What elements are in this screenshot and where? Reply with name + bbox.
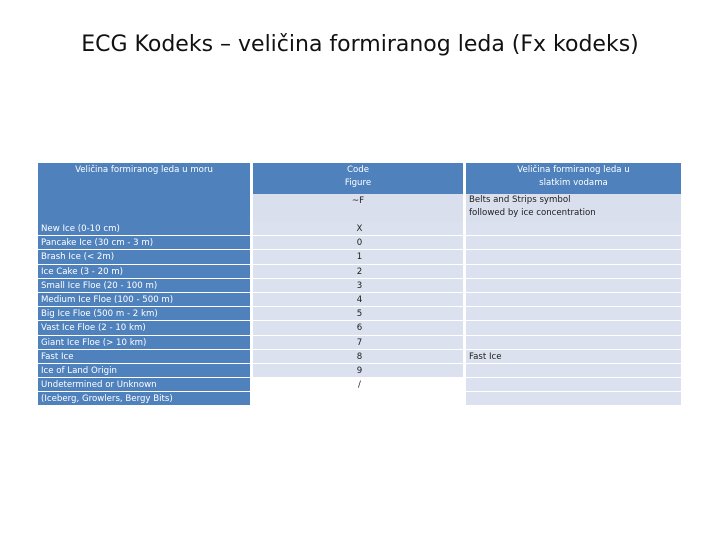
fresh-water-cell: Fast Ice — [466, 350, 681, 364]
ice-name-cell: Medium Ice Floe (100 - 500 m) — [38, 293, 250, 307]
ice-name-cell: Vast Ice Floe (2 - 10 km) — [38, 321, 250, 335]
code-cell: 9 — [253, 364, 463, 378]
ice-name-cell: Ice of Land Origin — [38, 364, 250, 378]
header-row — [38, 163, 681, 222]
col1-header: Veličina formiranog leda u moru — [38, 163, 250, 222]
ice-name-cell: Pancake Ice (30 cm - 3 m) — [38, 236, 250, 250]
ice-name-cell: Brash Ice (< 2m) — [38, 250, 250, 264]
fresh-water-cell — [466, 321, 681, 335]
ice-name-cell: Ice Cake (3 - 20 m) — [38, 265, 250, 279]
code-cell: 3 — [253, 279, 463, 293]
fresh-water-cell — [466, 265, 681, 279]
code-cell: 5 — [253, 307, 463, 321]
ice-name-cell: Giant Ice Floe (> 10 km) — [38, 336, 250, 350]
code-cell: 1 — [253, 250, 463, 264]
fresh-water-cell — [466, 279, 681, 293]
code-cell: 0 — [253, 236, 463, 250]
ice-names-column — [38, 222, 250, 406]
code-cell: 6 — [253, 321, 463, 335]
fresh-water-cell — [466, 307, 681, 321]
col3-sublabel: Belts and Strips symbol followed by ice concentration — [466, 194, 681, 222]
fresh-water-cell — [466, 336, 681, 350]
ice-name-cell: Undetermined or Unknown — [38, 378, 250, 392]
code-cell: 7 — [253, 336, 463, 350]
fresh-water-cell — [466, 364, 681, 378]
fresh-water-cell — [466, 236, 681, 250]
slide-title: ECG Kodeks – veličina formiranog leda (Fx kodeks) — [81, 32, 639, 57]
code-cell: X — [253, 222, 463, 236]
code-cell: 2 — [253, 265, 463, 279]
fresh-water-cell — [466, 250, 681, 264]
ice-name-cell: (Iceberg, Growlers, Bergy Bits) — [38, 392, 250, 406]
col2-subheader: ~F — [253, 194, 463, 222]
ice-name-cell: Fast Ice — [38, 350, 250, 364]
fresh-water-cell — [466, 293, 681, 307]
fresh-water-cell — [466, 222, 681, 236]
fresh-water-cell — [466, 378, 681, 392]
ice-size-table — [38, 163, 681, 406]
col3-header: Veličina formiranog leda u slatkim vodama — [466, 163, 681, 194]
body-row — [38, 222, 681, 406]
ice-name-cell: Small Ice Floe (20 - 100 m) — [38, 279, 250, 293]
col2-header: Code Figure — [253, 163, 463, 194]
code-column — [253, 222, 463, 406]
code-cell: 8 — [253, 350, 463, 364]
ice-name-cell: Big Ice Floe (500 m - 2 km) — [38, 307, 250, 321]
code-cell — [253, 392, 463, 406]
code-cell: 4 — [253, 293, 463, 307]
ice-name-cell: New Ice (0-10 cm) — [38, 222, 250, 236]
fresh-water-cell — [466, 392, 681, 406]
fresh-water-column — [466, 222, 681, 406]
code-cell: / — [253, 378, 463, 392]
